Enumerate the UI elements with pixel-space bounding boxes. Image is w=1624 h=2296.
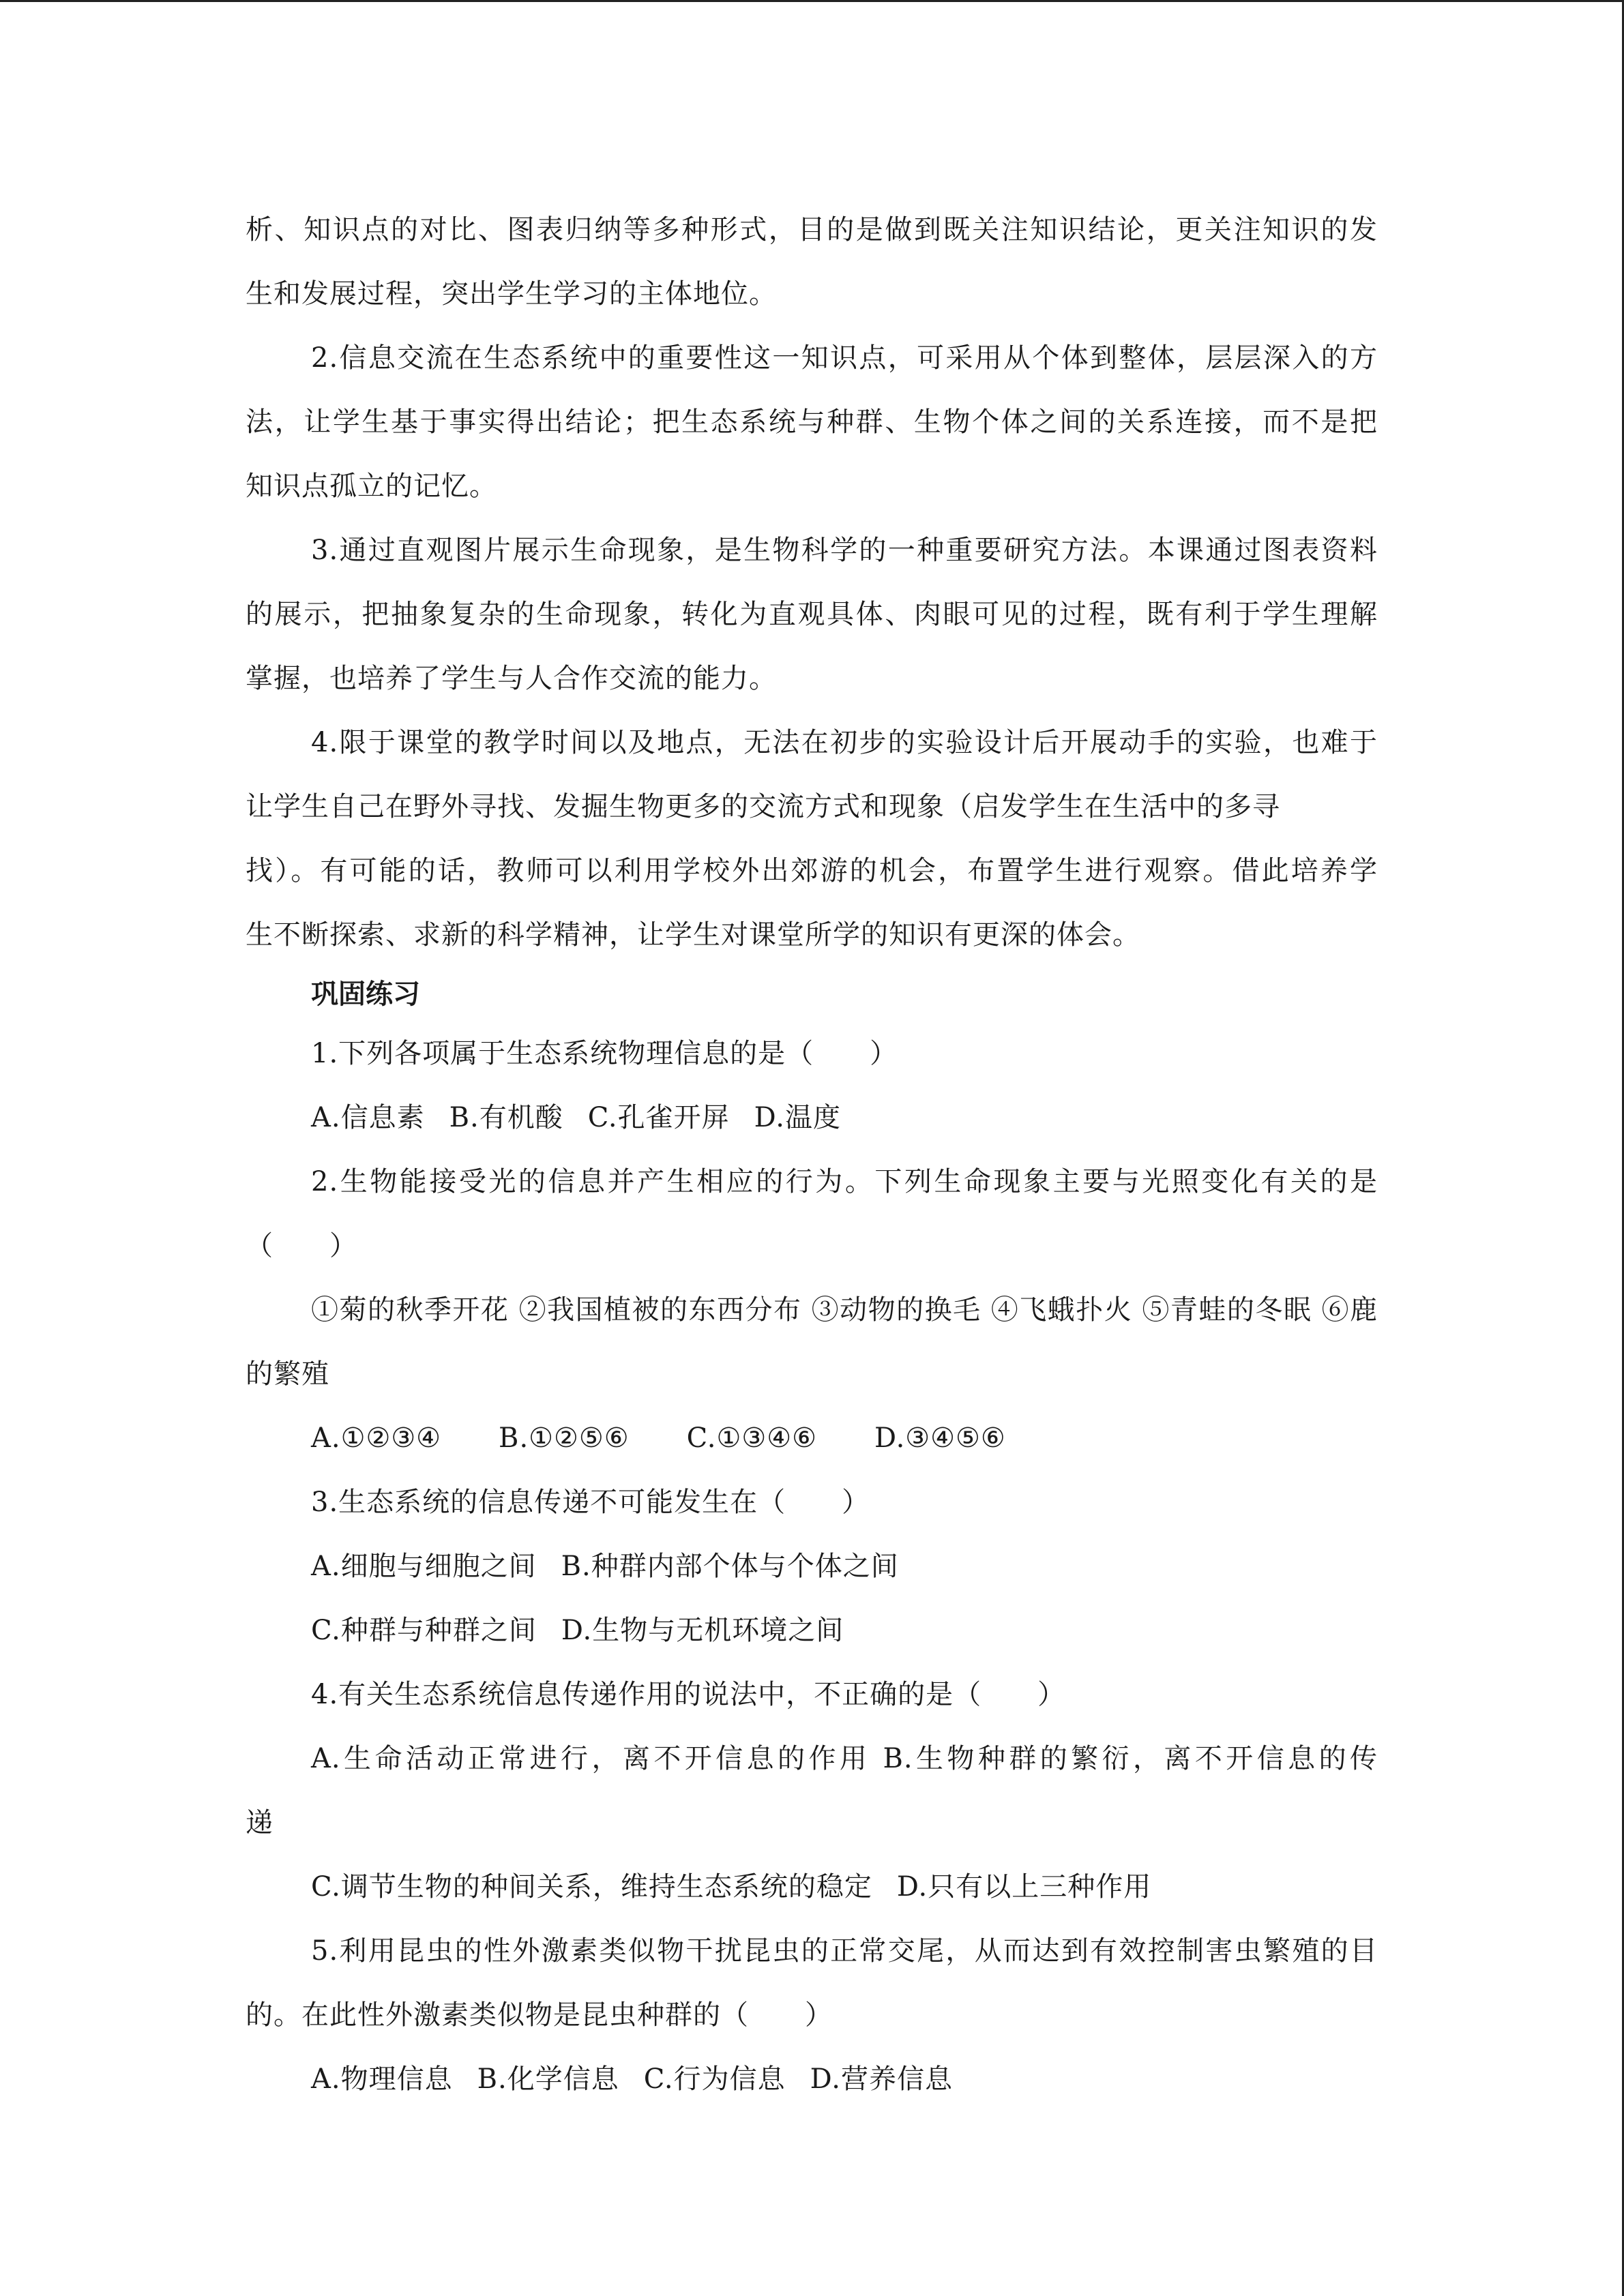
option-c: C.①③④⑥ — [686, 1422, 817, 1454]
option-a: A.信息素 — [311, 1102, 425, 1133]
question-3 — [246, 1470, 1378, 1663]
text-line: 2.信息交流在生态系统中的重要性这一知识点，可采用从个体到整体，层层深入的方 — [311, 342, 1378, 374]
question-stem: 的。在此性外激素类似物是昆虫种群的（ ） — [246, 1999, 833, 2031]
option-a: A.生命活动正常进行，离不开信息的作用 — [311, 1743, 871, 1774]
question-stem: 1.下列各项属于生态系统物理信息的是（ ） — [311, 1038, 898, 1069]
option-d: D.只有以上三种作用 — [896, 1871, 1152, 1903]
option-b: B.种群内部个体与个体之间 — [561, 1551, 899, 1582]
text-line: 让学生自己在野外寻找、发掘生物更多的交流方式和现象（启发学生在生活中的多寻 — [246, 791, 1280, 822]
option-b: B.化学信息 — [477, 2063, 619, 2095]
option-d: D.温度 — [754, 1102, 841, 1133]
text-line: 析、知识点的对比、图表归纳等多种形式，目的是做到既关注知识结论，更关注知识的发 — [246, 214, 1378, 245]
question-stem: 5.利用昆虫的性外激素类似物干扰昆虫的正常交尾，从而达到有效控制害虫繁殖的目 — [311, 1935, 1378, 1967]
option-a: A.①②③④ — [311, 1422, 442, 1454]
question-stem: 3.生态系统的信息传递不可能发生在（ ） — [311, 1487, 870, 1518]
text-line: 的展示，把抽象复杂的生命现象，转化为直观具体、肉眼可见的过程，既有利于学生理解 — [246, 599, 1378, 630]
text-line: 4.限于课堂的教学时间以及地点，无法在初步的实验设计后开展动手的实验，也难于 — [311, 727, 1378, 758]
question-options — [246, 1406, 1378, 1470]
question-1 — [246, 1022, 1378, 1150]
document-body — [246, 198, 1378, 2111]
option-d: D.营养信息 — [810, 2063, 953, 2095]
question-options — [246, 1855, 1378, 1919]
question-options — [246, 1598, 1378, 1663]
option-d: D.③④⑤⑥ — [874, 1422, 1006, 1454]
option-c: C.种群与种群之间 — [311, 1615, 537, 1646]
question-items: 的繁殖 — [246, 1358, 329, 1390]
question-stem: 2.生物能接受光的信息并产生相应的行为。下列生命现象主要与光照变化有关的是 — [311, 1166, 1378, 1197]
option-c: C.行为信息 — [643, 2063, 786, 2095]
option-a: A.细胞与细胞之间 — [311, 1551, 537, 1582]
question-options — [246, 1727, 1378, 1791]
option-b: B.生物种群的繁衍，离不开信息的传 — [883, 1743, 1378, 1774]
question-items: ①菊的秋季开花 ②我国植被的东西分布 ③动物的换毛 ④飞蛾扑火 ⑤青蛙的冬眠 ⑥鹿 — [311, 1294, 1378, 1326]
question-options — [246, 1534, 1378, 1598]
question-stem: （ ） — [246, 1230, 357, 1262]
option-a: A.物理信息 — [311, 2063, 453, 2095]
paragraph-2 — [246, 326, 1378, 518]
paragraph-3 — [246, 518, 1378, 711]
question-options — [246, 1086, 1378, 1150]
option-c: C.调节生物的种间关系，维持生态系统的稳定 — [311, 1871, 872, 1903]
option-b: B.有机酸 — [449, 1102, 563, 1133]
text-line: 生和发展过程，突出学生学习的主体地位。 — [246, 278, 777, 310]
text-line: 生不断探索、求新的科学精神，让学生对课堂所学的知识有更深的体会。 — [246, 919, 1140, 951]
question-2 — [246, 1150, 1378, 1470]
exercise-heading: 巩固练习 — [311, 979, 420, 1010]
text-line: 找）。有可能的话，教师可以利用学校外出郊游的机会，布置学生进行观察。借此培养学 — [246, 855, 1378, 886]
text-line: 知识点孤立的记忆。 — [246, 471, 497, 502]
question-5 — [246, 1919, 1378, 2111]
question-options — [246, 2047, 1378, 2111]
paragraph-1 — [246, 198, 1378, 326]
option-d: D.生物与无机环境之间 — [561, 1615, 844, 1646]
option-c: C.孔雀开屏 — [587, 1102, 730, 1133]
option-b: B.①②⑤⑥ — [499, 1422, 630, 1454]
paragraph-4 — [246, 711, 1378, 967]
text-line: 法，让学生基于事实得出结论；把生态系统与种群、生物个体之间的关系连接，而不是把 — [246, 406, 1378, 438]
option-b-continued: 递 — [246, 1807, 274, 1838]
text-line: 掌握，也培养了学生与人合作交流的能力。 — [246, 663, 777, 694]
text-line: 3.通过直观图片展示生命现象，是生物科学的一种重要研究方法。本课通过图表资料 — [311, 535, 1378, 566]
question-4 — [246, 1663, 1378, 1919]
question-stem: 4.有关生态系统信息传递作用的说法中，不正确的是（ ） — [311, 1679, 1066, 1710]
